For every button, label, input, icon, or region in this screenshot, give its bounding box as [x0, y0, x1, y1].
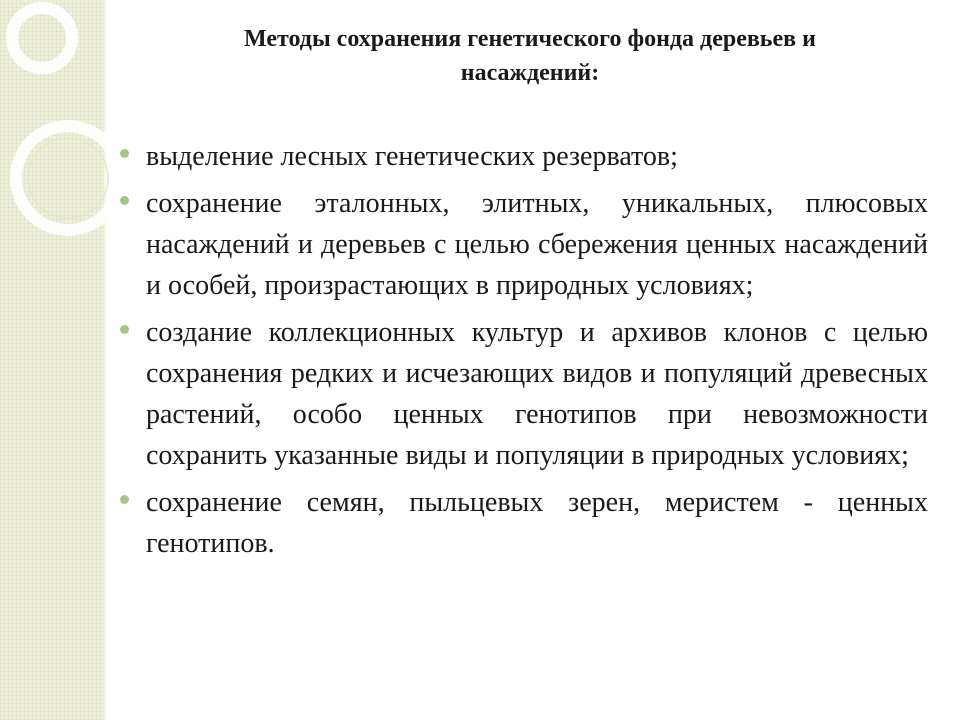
bullet-item	[118, 482, 928, 564]
bullet-dot-icon	[120, 196, 129, 205]
bullet-text: выделение лесных генетических резерватов;	[146, 141, 678, 172]
decorative-rings-icon	[0, 0, 130, 260]
bullet-dot-icon	[120, 149, 129, 158]
slide-title-line-2: насаждений:	[460, 60, 600, 86]
bullet-dot-icon	[120, 495, 129, 504]
bullet-item	[118, 136, 928, 177]
bullet-text: сохранение семян, пыльцевых зерен, меристем - ценных генотипов.	[146, 487, 928, 559]
bullet-dot-icon	[120, 325, 129, 334]
bullet-item	[118, 183, 928, 306]
bullet-text: сохранение эталонных, элитных, уникальных, плюсовых насаждений и деревьев с целью сбережения ценных насаждений и особей, произрастающих в природных условиях;	[146, 188, 928, 301]
bullet-text: создание коллекционных культур и архивов клонов с целью сохранения редких и исчезающих видов и популяций древесных растений, особо ценных генотипов при невозможности сохранить указанные виды и популяции в природных условиях;	[146, 317, 928, 471]
slide-title	[140, 22, 920, 90]
bullet-item	[118, 312, 928, 476]
slide-title-line-1: Методы сохранения генетического фонда деревьев и	[244, 26, 816, 52]
bullet-list	[118, 136, 928, 570]
